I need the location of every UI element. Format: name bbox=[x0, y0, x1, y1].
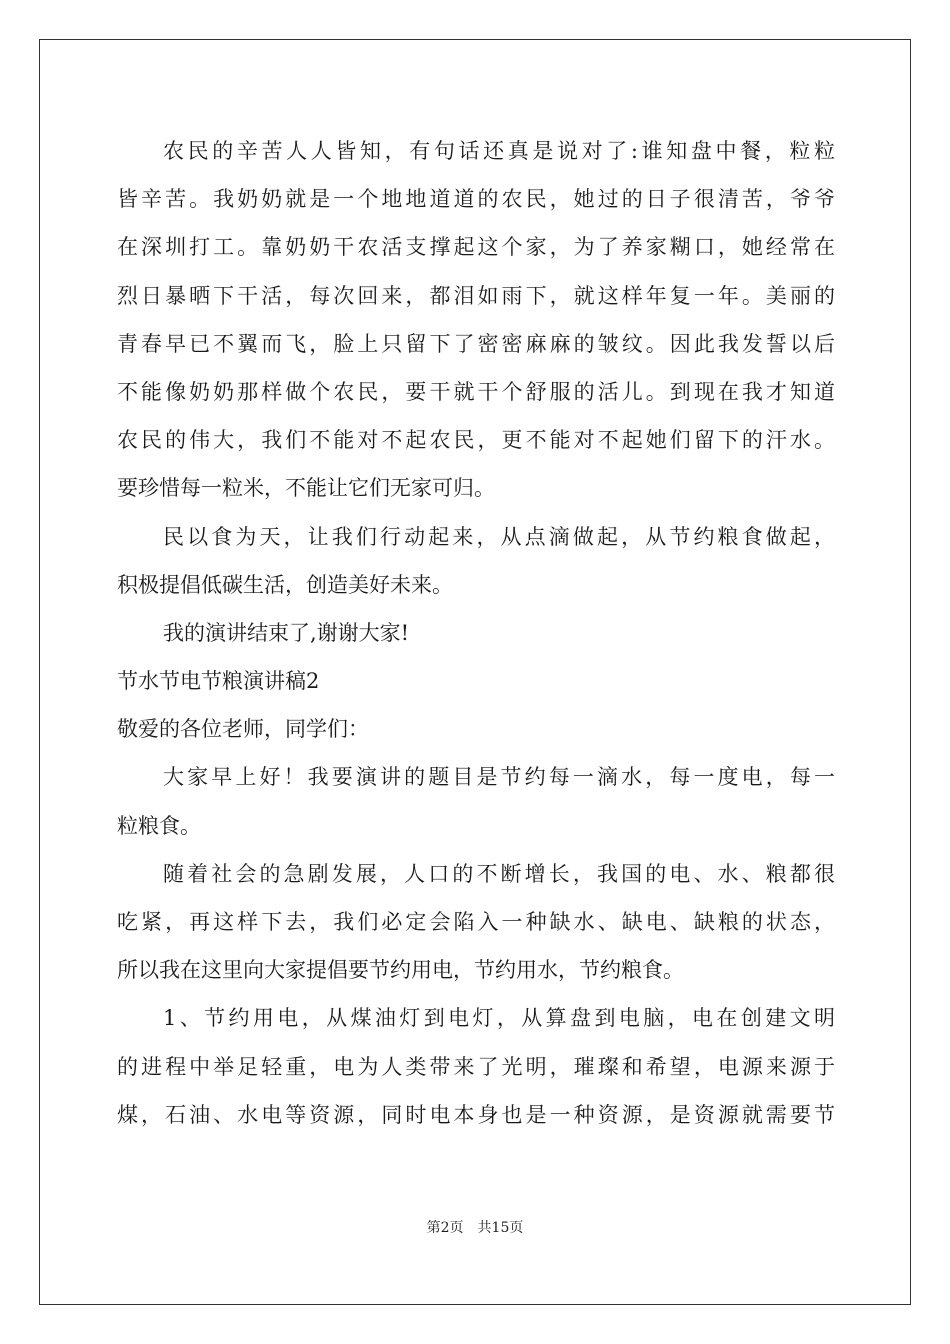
text-line: 煤，石油、水电等资源，同时电本身也是一种资源，是资源就需要节 bbox=[117, 1102, 835, 1127]
text-line: 所以我在这里向大家提倡要节约用电，节约用水，节约粮食。 bbox=[117, 958, 684, 983]
text-line: 要珍惜每一粒米，不能让它们无家可归。 bbox=[117, 476, 495, 501]
text-line: 青春早已不翼而飞，脸上只留下了密密麻麻的皱纹。因此我发誓以后 bbox=[117, 331, 835, 356]
text-line: 烈日暴晒下干活，每次回来，都泪如雨下，就这样年复一年。美丽的 bbox=[117, 283, 835, 308]
page-footer bbox=[0, 1218, 950, 1238]
text-line: 随着社会的急剧发展，人口的不断增长，我国的电、水、粮都很 bbox=[163, 861, 835, 886]
text-line: 大家早上好！我要演讲的题目是节约每一滴水，每一度电，每一 bbox=[163, 765, 835, 790]
text-line: 吃紧，再这样下去，我们必定会陷入一种缺水、缺电、缺粮的状态， bbox=[117, 910, 835, 934]
document-body bbox=[117, 127, 835, 1139]
text-line: 粒粮食。 bbox=[117, 813, 201, 838]
text-line: 我的演讲结束了,谢谢大家! bbox=[163, 620, 410, 645]
text-line: 的进程中举足轻重，电为人类带来了光明，璀璨和希望，电源来源于 bbox=[117, 1054, 835, 1079]
text-line: 民以食为天，让我们行动起来，从点滴做起，从节约粮食做起， bbox=[163, 524, 835, 549]
text-line: 节水节电节粮演讲稿2 bbox=[117, 669, 320, 694]
text-line: 1、节约用电，从煤油灯到电灯，从算盘到电脑，电在创建文明 bbox=[163, 1006, 835, 1031]
page-number: 第2页 bbox=[426, 1220, 464, 1236]
text-line: 农民的辛苦人人皆知，有句话还真是说对了:谁知盘中餐，粒粒 bbox=[163, 139, 835, 163]
text-line: 不能像奶奶那样做个农民，要干就干个舒服的活儿。到现在我才知道 bbox=[117, 379, 835, 404]
text-line: 农民的伟大，我们不能对不起农民，更不能对不起她们留下的汗水。 bbox=[117, 428, 835, 453]
text-line: 敬爱的各位老师，同学们： bbox=[117, 717, 369, 742]
text-line: 在深圳打工。靠奶奶干农活支撑起这个家，为了养家糊口，她经常在 bbox=[117, 235, 835, 260]
page-total: 共15页 bbox=[477, 1220, 524, 1236]
text-line: 皆辛苦。我奶奶就是一个地地道道的农民，她过的日子很清苦，爷爷 bbox=[117, 187, 835, 212]
text-line: 积极提倡低碳生活，创造美好未来。 bbox=[117, 572, 453, 597]
